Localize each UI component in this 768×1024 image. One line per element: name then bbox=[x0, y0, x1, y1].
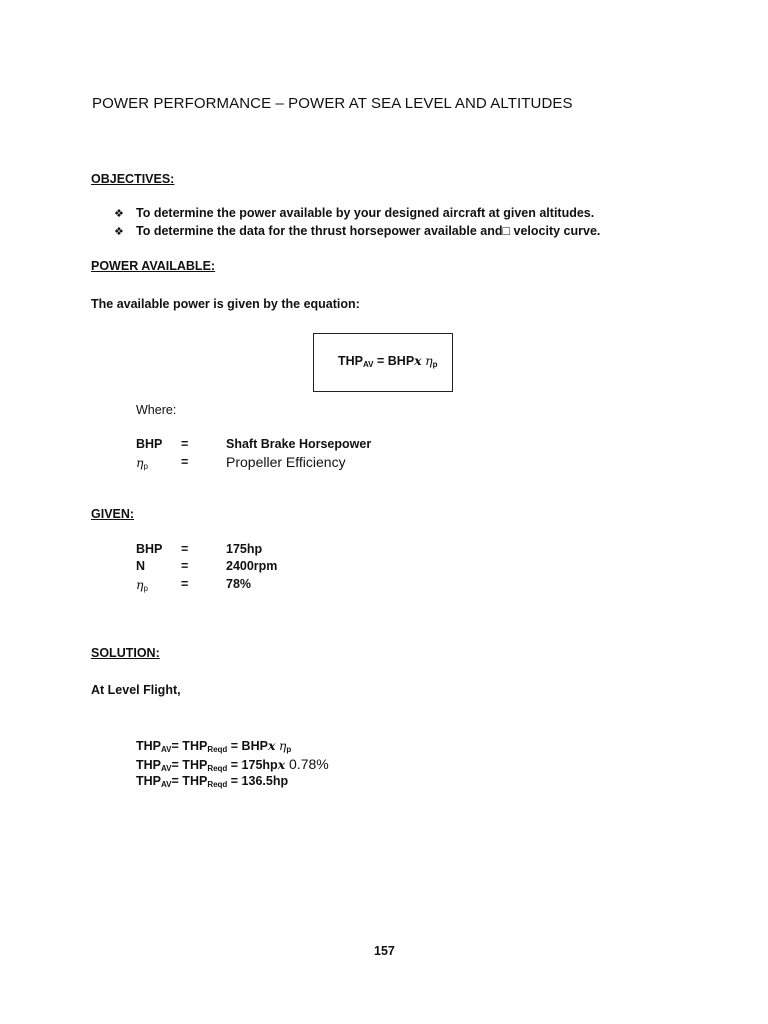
solution-line-1: $THP_{AV}= THP_{Reqd}$ = BHPx $\eta_p$ bbox=[136, 738, 292, 754]
given-equals: = bbox=[181, 559, 189, 573]
power-available-heading: POWER AVAILABLE: bbox=[91, 259, 216, 273]
definition-equals: = bbox=[181, 437, 189, 451]
given-heading: GIVEN: bbox=[91, 507, 135, 521]
given-value: 175hp bbox=[226, 542, 263, 556]
solution-line-2: $THP_{AV}= THP_{Reqd} = 175hpx$ 0.78% bbox=[136, 756, 329, 773]
given-value: 2400rpm bbox=[226, 559, 278, 573]
given-symbol: $\eta_p$ bbox=[136, 577, 148, 593]
given-value: 78% bbox=[226, 577, 252, 591]
diamond-bullet-icon: ❖ bbox=[114, 226, 124, 238]
given-symbol: N bbox=[136, 559, 146, 573]
definition-desc: Shaft Brake Horsepower bbox=[226, 437, 372, 451]
definition-symbol: $\eta_p$ bbox=[136, 455, 148, 471]
equation-box bbox=[313, 333, 453, 392]
equation: $THP_{AV}$ = BHPx $\eta_p$ bbox=[338, 353, 438, 369]
definition-symbol: BHP bbox=[136, 437, 163, 451]
page-title: POWER PERFORMANCE – POWER AT SEA LEVEL AND ALTITUDES bbox=[92, 95, 573, 112]
objective-item: ❖ To determine the power available by your designed aircraft at given altitudes. bbox=[114, 206, 595, 220]
diamond-bullet-icon: ❖ bbox=[114, 208, 124, 220]
given-symbol: BHP bbox=[136, 542, 163, 556]
given-equals: = bbox=[181, 542, 189, 556]
page-number: 157 bbox=[374, 944, 395, 958]
intro-text: The available power is given by the equation: bbox=[91, 297, 360, 311]
objective-item: ❖ To determine the data for the thrust horsepower available and□ velocity curve. bbox=[114, 224, 601, 238]
solution-heading: SOLUTION: bbox=[91, 646, 160, 660]
objectives-heading: OBJECTIVES: bbox=[91, 172, 175, 186]
definition-equals: = bbox=[181, 455, 189, 469]
where-label: Where: bbox=[136, 403, 177, 417]
level-flight-text: At Level Flight, bbox=[91, 683, 181, 697]
given-equals: = bbox=[181, 577, 189, 591]
solution-line-3: $THP_{AV}= THP_{Reqd} = 136.5hp$ bbox=[136, 774, 289, 789]
definition-desc: Propeller Efficiency bbox=[226, 454, 346, 470]
